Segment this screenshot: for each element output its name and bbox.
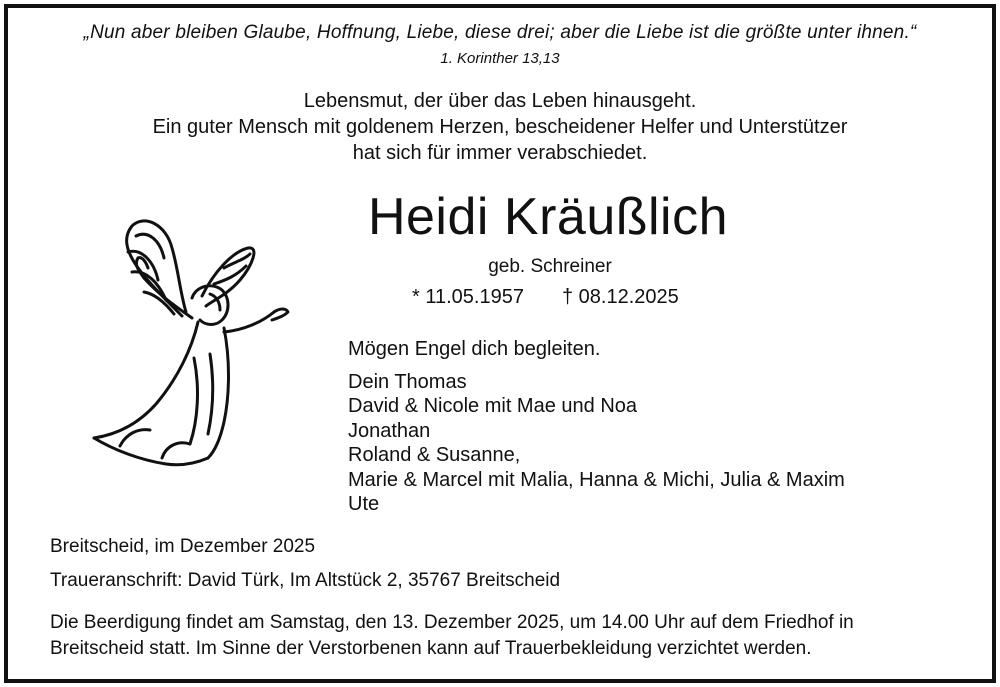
intro-text bbox=[0, 88, 1000, 166]
birth-date: * 11.05.1957 bbox=[412, 286, 524, 308]
death-date: † 08.12.2025 bbox=[562, 286, 679, 308]
blessing-text: Mögen Engel dich begleiten. bbox=[348, 338, 601, 360]
maiden-name: geb. Schreiner bbox=[488, 256, 612, 277]
intro-line: Ein guter Mensch mit goldenem Herzen, bescheidener Helfer und Unterstützer bbox=[152, 116, 848, 138]
list-item: Roland & Susanne, bbox=[348, 444, 521, 467]
list-item: Jonathan bbox=[348, 419, 431, 442]
place-date: Breitscheid, im Dezember 2025 bbox=[50, 536, 316, 557]
funeral-line: Breitscheid statt. Im Sinne der Verstorbenen kann auf Trauerbekleidung verzichtet werden. bbox=[50, 638, 812, 659]
funeral-line: Die Beerdigung findet am Samstag, den 13. Dezember 2025, um 14.00 Uhr auf dem Friedhof in bbox=[50, 612, 854, 633]
intro-line: hat sich für immer verabschiedet. bbox=[352, 142, 648, 164]
intro-line: Lebensmut, der über das Leben hinausgeht. bbox=[303, 90, 697, 112]
bible-reference: 1. Korinther 13,13 bbox=[440, 50, 560, 67]
list-item: Ute bbox=[348, 493, 380, 516]
funeral-notice bbox=[50, 610, 854, 662]
list-item: Marie & Marcel mit Malia, Hanna & Michi, Julia & Maxim bbox=[348, 468, 845, 491]
deceased-name: Heidi Kräußlich bbox=[367, 188, 729, 246]
bible-quote: „Nun aber bleiben Glaube, Hoffnung, Liebe, diese drei; aber die Liebe ist die größte unter ihnen.“ bbox=[83, 22, 917, 43]
mourning-address: Traueranschrift: David Türk, Im Altstück 2, 35767 Breitscheid bbox=[50, 570, 561, 591]
mourners-list bbox=[348, 370, 845, 516]
angel-icon bbox=[74, 208, 304, 480]
list-item: David & Nicole mit Mae und Noa bbox=[348, 395, 638, 418]
list-item: Dein Thomas bbox=[348, 371, 467, 393]
